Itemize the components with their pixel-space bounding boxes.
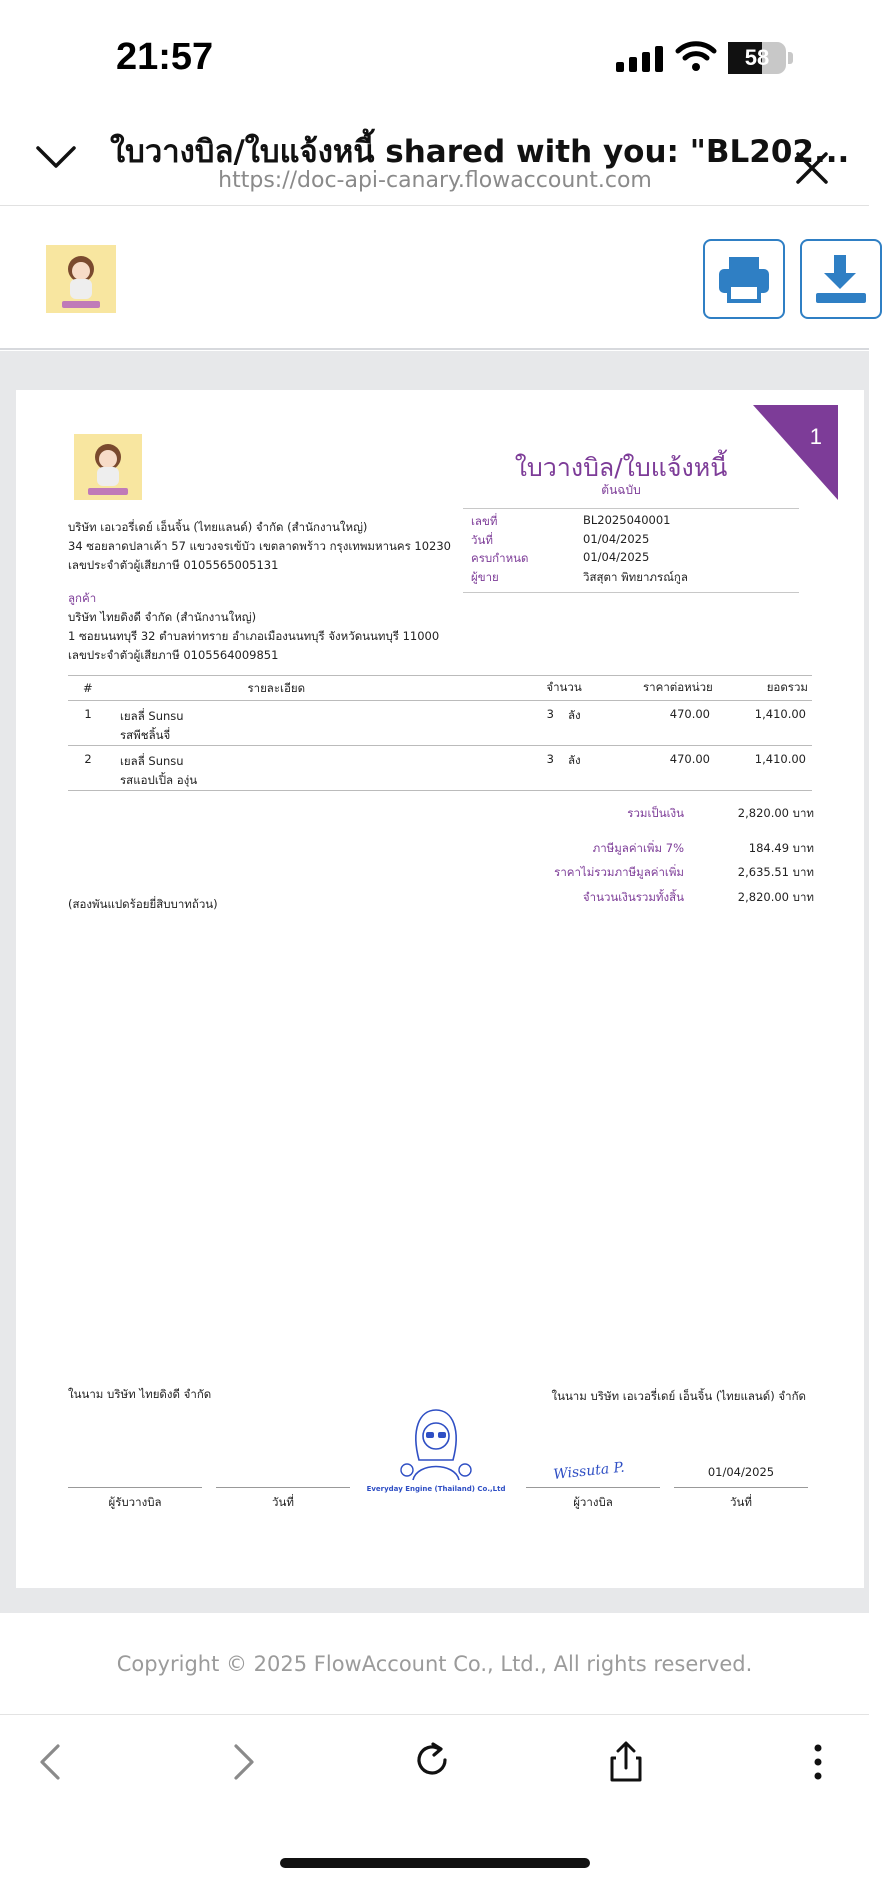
customer-signature-title: ในนาม บริษัท ไทยดิงดี จำกัด (68, 1387, 212, 1401)
meta-row: วันที่ 01/04/2025 (463, 532, 799, 551)
document-meta (463, 508, 799, 593)
status-time: 21:57 (116, 36, 214, 78)
seller-tax-id: เลขประจำตัวผู้เสียภาษี 0105565005131 (68, 558, 279, 572)
document-number: BL2025040001 (583, 513, 671, 527)
item-variant: รสแอปเปิ้ล องุ่น (120, 773, 198, 787)
item-variant: รสพีชลิ้นจี่ (120, 728, 171, 742)
signature-date: 01/04/2025 (707, 1465, 775, 1479)
totals-summary (496, 802, 826, 910)
grand-total-row: จำนวนเงินรวมทั้งสิ้น 2,820.00 บาท (582, 889, 814, 904)
biller-date-line (674, 1487, 808, 1488)
share-icon[interactable] (604, 1740, 648, 1784)
receiver-signature-line (68, 1487, 202, 1488)
amount-in-words: (สองพันแปดร้อยยี่สิบบาทถ้วน) (68, 897, 218, 911)
wifi-icon (676, 40, 716, 72)
status-bar (0, 0, 869, 110)
battery-icon (728, 42, 794, 74)
forward-icon[interactable] (220, 1740, 264, 1784)
close-icon[interactable] (790, 146, 834, 190)
biller-signature-line (526, 1487, 660, 1488)
copyright-text: Copyright © 2025 FlowAccount Co., Ltd., All rights reserved. (116, 1652, 753, 1676)
table-row: 1 เยลลี่ Sunsu รสพีชลิ้นจี่ 3 ลัง 470.00 1,410.00 (68, 701, 812, 746)
page-title: ใบวางบิล/ใบแจ้งหนี้ shared with you: "BL202... (110, 134, 850, 170)
back-icon[interactable] (30, 1740, 74, 1784)
meta-row: เลขที่ BL2025040001 (463, 513, 799, 532)
receiver-date-line (216, 1487, 350, 1488)
customer-label: ลูกค้า (68, 591, 97, 605)
more-options-icon[interactable] (796, 1740, 840, 1784)
table-header: # รายละเอียด จำนวน ราคาต่อหน่วย ยอดรวม (68, 675, 812, 701)
document-logo (74, 434, 142, 500)
reload-icon[interactable] (411, 1740, 455, 1784)
page-number: 1 (809, 424, 822, 449)
receiver-date-caption: วันที่ (272, 1495, 294, 1509)
seller-signature-title: ในนาม บริษัท เอเวอรี่เดย์ เอ็นจิ้น (ไทยแลนด์) จำกัด (551, 1389, 806, 1403)
document-date: 01/04/2025 (583, 531, 650, 546)
table-row: 2 เยลลี่ Sunsu รสแอปเปิ้ล องุ่น 3 ลัง 470.00 1,410.00 (68, 746, 812, 791)
document-subtitle: ต้นฉบับ (601, 483, 641, 497)
toolbar-divider (0, 1714, 869, 1715)
home-indicator[interactable] (280, 1858, 590, 1868)
printer-icon (705, 241, 783, 317)
site-toolbar (0, 207, 869, 350)
company-logo (46, 245, 116, 313)
salesperson: วิสสุตา พิทยาภรณ์กูล (583, 569, 688, 584)
seller-address: 34 ซอยลาดปลาเค้า 57 แขวงจรเข้บัว เขตลาดพร้าว กรุงเทพมหานคร 10230 (68, 539, 452, 553)
document-viewer[interactable] (0, 351, 869, 1613)
vat-row: ภาษีมูลค่าเพิ่ม 7% 184.49 บาท (592, 840, 814, 855)
signature-text: Wissuta P. (552, 1459, 626, 1483)
download-icon (802, 241, 880, 317)
document-title: ใบวางบิล/ใบแจ้งหนี้ (514, 453, 728, 482)
customer-name: บริษัท ไทยดิงดี จำกัด (สำนักงานใหญ่) (68, 610, 257, 624)
biller-date-caption: วันที่ (730, 1495, 752, 1509)
pre-vat-row: ราคาไม่รวมภาษีมูลค่าเพิ่ม 2,635.51 บาท (554, 865, 814, 880)
battery-percentage: 58 (744, 45, 770, 70)
company-stamp (366, 1400, 506, 1495)
customer-info (68, 608, 439, 665)
invoice-page (16, 390, 864, 1588)
browser-header (0, 110, 869, 206)
meta-row: ครบกำหนด 01/04/2025 (463, 550, 799, 569)
chevron-down-icon[interactable] (34, 142, 78, 172)
due-date: 01/04/2025 (583, 550, 650, 564)
items-table (68, 675, 812, 791)
stamp-text: Everyday Engine (Thailand) Co.,Ltd (366, 1485, 506, 1493)
item-name: เยลลี่ Sunsu (120, 709, 184, 723)
meta-row: ผู้ขาย วิสสุตา พิทยาภรณ์กูล (463, 569, 799, 588)
seller-info (68, 518, 451, 575)
customer-address: 1 ซอยนนทบุรี 32 ตำบลท่าทราย อำเภอเมืองนนทบุรี จังหวัดนนทบุรี 11000 (68, 629, 440, 643)
download-button[interactable] (800, 239, 882, 319)
seller-name: บริษัท เอเวอรี่เดย์ เอ็นจิ้น (ไทยแลนด์) จำกัด (สำนักงานใหญ่) (68, 520, 368, 534)
item-name: เยลลี่ Sunsu (120, 754, 184, 768)
subtotal-row: รวมเป็นเงิน 2,820.00 บาท (627, 806, 814, 821)
biller-caption: ผู้วางบิล (573, 1495, 613, 1509)
handwritten-signature (551, 1448, 651, 1482)
print-button[interactable] (703, 239, 785, 319)
page-url[interactable]: https://doc-api-canary.flowaccount.com (218, 168, 652, 193)
customer-tax-id: เลขประจำตัวผู้เสียภาษี 0105564009851 (68, 648, 279, 662)
receiver-caption: ผู้รับวางบิล (108, 1495, 162, 1509)
cellular-signal-icon (616, 46, 664, 72)
